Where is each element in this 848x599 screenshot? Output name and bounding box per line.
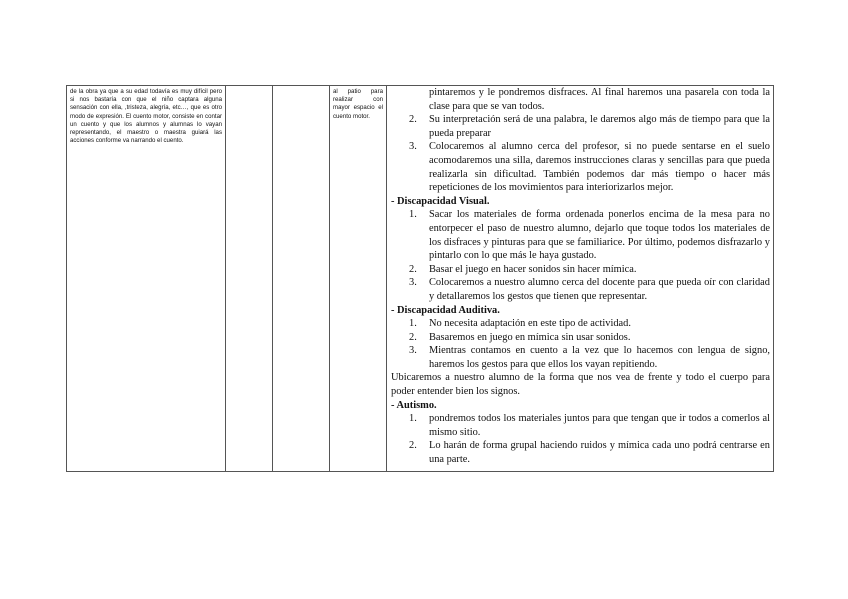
space-cell [330, 86, 387, 472]
section-heading-auditiva: - Discapacidad Auditiva. [391, 304, 500, 316]
list-item: 2. Lo harán de forma grupal haciendo ruidos y mímica cada uno podrá centrarse en una parte. [409, 440, 770, 466]
table-row [67, 86, 774, 472]
activity-table [66, 85, 774, 472]
empty-cell [226, 86, 273, 472]
section-heading-visual: - Discapacidad Visual. [391, 195, 490, 207]
adaptations-text [387, 86, 773, 471]
list-item: 3. Colocaremos al alumno cerca del profesor, si no puede sentarse en el suelo acomodaremos una silla, daremos instrucciones claras y sencillas para que pueda realizarla sin dificultad. También podemos dar más tiempo o hacer más repeticiones de los movimientos para interiorizarlos mejor. [409, 141, 770, 194]
list-item: 1. Sacar los materiales de forma ordenada ponerlos encima de la mesa para no entorpecer el paso de nuestro alumno, dejarlo que toque todos los materiales de los disfraces y pinturas para que se familiarice. Por último, podemos disfrazarlo y pintarlo con lo que más le haya gustado. [409, 209, 770, 262]
auditiva-note: Ubicaremos a nuestro alumno de la forma que nos vea de frente y todo el cuerpo para poder entender bien los signos. [391, 372, 770, 398]
list-item: 2. Su interpretación será de una palabra, le daremos algo más de tiempo para que la pueda preparar [409, 114, 770, 139]
list-item: 1. pondremos todos los materiales juntos para que tengan que ir todos a comerlos al mismo sitio. [409, 413, 770, 438]
list-item: 3. Mientras contamos en cuento a la vez que lo hacemos con lengua de signo, haremos los gestos para que ellos los vayan repitiendo. [409, 345, 770, 370]
list-item: 3. Colocaremos a nuestro alumno cerca del docente para que pueda oír con claridad y detallaremos los gestos que tienen que representar. [409, 277, 770, 302]
description-text: de la obra ya que a su edad todavía es muy difícil pero si nos bastaría con que el niño captara alguna sensación con ella, ,tristeza, alegría, etc…, que es otro modo de expresión. El cuento motor, consiste en contar un cuento y que los alumnos y alumnas lo vayan representando, el maestro o maestra guiará las acciones conforme va narrando el cuento. [70, 88, 222, 145]
list-item: 1. No necesita adaptación en este tipo de actividad. [409, 318, 631, 330]
list-item: 2. Basar el juego en hacer sonidos sin hacer mímica. [409, 263, 637, 275]
list-item: 2. Basaremos en juego en mímica sin usar sonidos. [409, 331, 631, 343]
intro-continuation: pintaremos y le pondremos disfraces. Al final haremos una pasarela con toda la clase para que se van todos. [429, 87, 770, 112]
empty-cell [273, 86, 330, 472]
space-text: al patio para realizar con mayor espacio el cuento motor. [333, 88, 383, 120]
section-heading-autismo: - Autismo. [391, 399, 437, 411]
adaptations-cell [387, 86, 774, 472]
description-cell [67, 86, 226, 472]
